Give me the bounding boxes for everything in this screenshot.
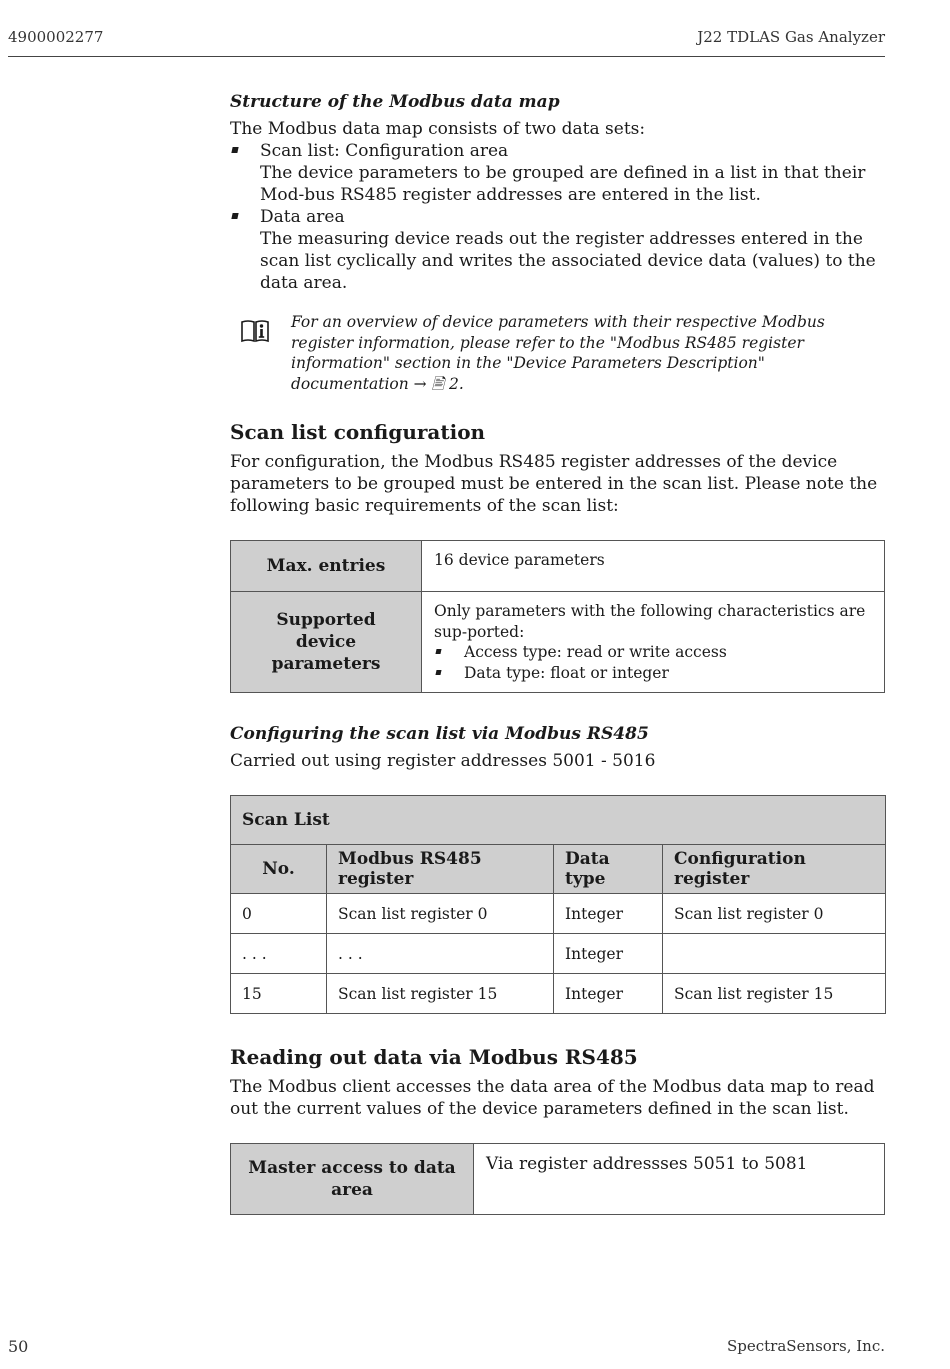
column-header: Configuration register [663,845,886,894]
table-key-cell: Master access to data area [231,1144,474,1215]
table-title: Scan List [231,796,886,845]
column-header: Modbus RS485 register [327,845,554,894]
table-cell: 0 [231,894,327,934]
table-cell: Integer [554,974,663,1014]
table-row [231,541,885,592]
list-item [230,140,885,206]
table-row [231,934,886,974]
page-header [8,26,885,57]
table-cell: Integer [554,934,663,974]
list-item [230,206,885,294]
list-item: Data type: float or integer [434,663,872,684]
book-info-icon [240,318,270,344]
list-item-title: Scan list: Configuration area [260,141,509,161]
list-item-description: The device parameters to be grouped are defined in a list in that their Mod-bus RS485 register addresses are entered in the list. [260,163,866,205]
table-row [231,894,886,934]
configuring-body: Carried out using register addresses 5001 - 5016 [230,751,656,771]
column-header: No. [231,845,327,894]
page-number: 50 [8,1337,29,1356]
table-row [231,1144,885,1215]
reading-heading: Reading out data via Modbus RS485 [230,1045,638,1069]
table-cell: . . . [327,934,554,974]
scan-list-requirements-table [230,540,885,693]
table-cell: Scan list register 15 [327,974,554,1014]
note-text: For an overview of device parameters with their respective Modbus register information, please refer to the "Modbus RS485 register information" section in the "Device Parameters Description" documentation → 🖹 2. [291,313,825,393]
table-cell: Scan list register 15 [663,974,886,1014]
supported-intro: Only parameters with the following characteristics are sup-ported: [434,602,866,641]
document-number: 4900002277 [8,28,104,46]
table-row [231,974,886,1014]
page-content [230,92,885,1215]
table-value-cell: Via register addressses 5051 to 5081 [474,1144,885,1215]
structure-intro: The Modbus data map consists of two data sets: [230,119,646,139]
scan-list-table [230,795,886,1014]
table-cell: Integer [554,894,663,934]
table-key-cell: Supported device parameters [231,592,422,693]
column-header: Data type [554,845,663,894]
table-cell: Scan list register 0 [327,894,554,934]
product-name: J22 TDLAS Gas Analyzer [697,28,885,46]
table-key-cell: Max. entries [231,541,422,592]
table-title-row [231,796,886,845]
table-cell: . . . [231,934,327,974]
list-item-description: The measuring device reads out the register addresses entered in the scan list cyclically and writes the associated device data (values) to the data area. [260,229,876,293]
table-value-cell [422,592,885,693]
supported-list [434,642,872,683]
scan-list-config-body: For configuration, the Modbus RS485 register addresses of the device parameters to be grouped must be entered in the scan list. Please note the following basic requirements of the scan list: [230,452,878,516]
master-access-table [230,1143,885,1215]
table-row [231,592,885,693]
list-item-title: Data area [260,207,345,227]
reading-body: The Modbus client accesses the data area of the Modbus data map to read out the current values of the device parameters defined in the scan list. [230,1077,875,1119]
configuring-heading: Configuring the scan list via Modbus RS485 [230,724,649,744]
table-cell: Scan list register 0 [663,894,886,934]
table-cell: 15 [231,974,327,1014]
structure-heading: Structure of the Modbus data map [230,92,560,112]
table-cell [663,934,886,974]
info-note [230,312,885,394]
structure-list [230,140,885,294]
company-name: SpectraSensors, Inc. [727,1337,885,1355]
table-value-cell: 16 device parameters [422,541,885,592]
list-item: Access type: read or write access [434,642,872,663]
scan-list-config-heading: Scan list configuration [230,420,486,444]
table-header-row [231,845,886,894]
